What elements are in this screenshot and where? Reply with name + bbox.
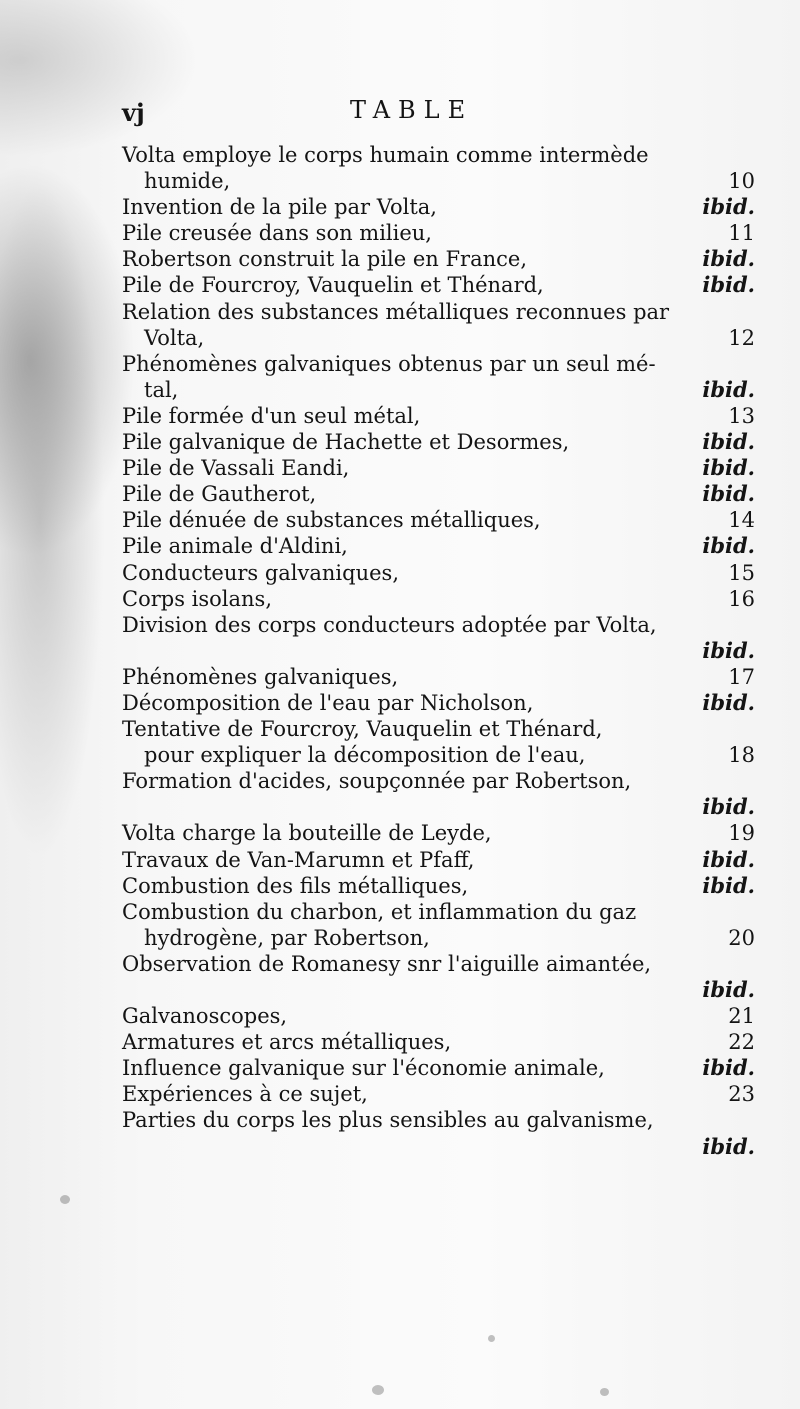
toc-entry-title: Conducteurs galvaniques, — [122, 560, 399, 585]
toc-entry-title: Pile de Vassali Eandi, — [122, 456, 350, 481]
toc-entry-continuation: pour expliquer la décomposition de l'eau, — [144, 743, 586, 768]
toc-entry-continuation: tal, — [144, 377, 179, 402]
toc-entry — [122, 507, 755, 533]
toc-entry — [122, 873, 755, 899]
toc-entry-page: 20 — [728, 925, 755, 950]
toc-entry — [122, 1003, 755, 1029]
toc-entry — [122, 899, 755, 951]
toc-entry-title: Décomposition de l'eau par Nicholson, — [122, 690, 534, 715]
toc-entry-page: 12 — [728, 325, 755, 350]
toc-entry-title: Pile formée d'un seul métal, — [122, 403, 421, 428]
toc-entry — [122, 1055, 755, 1081]
toc-entry — [122, 1081, 755, 1107]
toc-entry-page: 14 — [728, 508, 755, 533]
toc-entry-page: ibid. — [702, 794, 755, 820]
toc-entry — [122, 716, 755, 768]
toc-entry-title: Phénomènes galvaniques obtenus par un seul mé- — [122, 351, 656, 376]
toc-entry-page: 11 — [728, 221, 755, 246]
folio-number: vj — [122, 98, 145, 127]
toc-entry-page: 23 — [728, 1082, 755, 1107]
toc-entry — [122, 403, 755, 429]
toc-entry — [122, 533, 755, 559]
toc-entry-page: 22 — [728, 1030, 755, 1055]
toc-entry-title: Pile galvanique de Hachette et Desormes, — [122, 430, 570, 455]
toc-entry — [122, 429, 755, 455]
toc-entry-continuation — [122, 638, 755, 664]
toc-entry-page: 10 — [728, 169, 755, 194]
toc-entry — [122, 246, 755, 272]
toc-entry-title: Parties du corps les plus sensibles au galvanisme, — [122, 1108, 654, 1133]
toc-entry-page: ibid. — [702, 533, 755, 559]
toc-entry-continuation: humide, — [144, 169, 231, 194]
toc-entry-page: ibid. — [702, 1055, 755, 1081]
page-header — [120, 96, 750, 132]
toc-entry-title: Division des corps conducteurs adoptée par Volta, — [122, 612, 657, 637]
toc-entry — [122, 272, 755, 298]
toc-entry — [122, 612, 755, 664]
toc-entry-page: 17 — [728, 664, 755, 689]
toc-entry-title: Volta employe le corps humain comme intermède — [122, 143, 649, 167]
toc-entry — [122, 586, 755, 612]
toc-entry-continuation — [122, 977, 755, 1003]
toc-entry-page: 15 — [728, 560, 755, 585]
toc-entry-title: Expériences à ce sujet, — [122, 1082, 368, 1107]
toc-entry-title: Robertson construit la pile en France, — [122, 247, 527, 272]
toc-entry — [122, 768, 755, 820]
toc-entry — [122, 194, 755, 220]
toc-entry-page: ibid. — [702, 637, 755, 663]
paper-speck — [60, 1195, 70, 1204]
toc-entry — [122, 1029, 755, 1055]
toc-entry-continuation — [122, 1134, 755, 1160]
toc-entry-title: Formation d'acides, soupçonnée par Robertson, — [122, 769, 632, 794]
toc-entry-page: ibid. — [702, 846, 755, 872]
toc-entry-page: ibid. — [702, 455, 755, 481]
toc-entry-page: 13 — [728, 403, 755, 428]
toc-entry-title: Influence galvanique sur l'économie animale, — [122, 1056, 605, 1081]
toc-entry-title: Phénomènes galvaniques, — [122, 664, 399, 689]
toc-entry-title: Pile creusée dans son milieu, — [122, 221, 432, 246]
toc-entry-title: Galvanoscopes, — [122, 1004, 288, 1029]
toc-entry — [122, 951, 755, 1003]
toc-entry — [122, 690, 755, 716]
toc-entry-title: Pile de Fourcroy, Vauquelin et Thénard, — [122, 273, 544, 298]
toc-entry-page: ibid. — [702, 689, 755, 715]
toc-entry — [122, 820, 755, 846]
toc-entry-page: 21 — [728, 1004, 755, 1029]
toc-entry-title: Armatures et arcs métalliques, — [122, 1030, 452, 1055]
toc-entry-title: Combustion du charbon, et inflammation du gaz — [122, 899, 637, 924]
toc-entry-continuation: Volta, — [144, 325, 205, 350]
toc-entry-title: Observation de Romanesy snr l'aiguille aimantée, — [122, 951, 652, 976]
toc-entry — [122, 664, 755, 690]
toc-entry-title: Pile animale d'Aldini, — [122, 534, 348, 559]
toc-entry — [122, 847, 755, 873]
toc-entry-page: 16 — [728, 586, 755, 611]
toc-entry-page: ibid. — [702, 872, 755, 898]
toc-entry-continuation: hydrogène, par Robertson, — [144, 925, 430, 950]
toc-entry-page: ibid. — [702, 429, 755, 455]
toc-entry — [122, 560, 755, 586]
toc-entry-continuation — [122, 794, 755, 820]
toc-entry-title: Corps isolans, — [122, 586, 272, 611]
toc-entry-page: ibid. — [702, 481, 755, 507]
toc-entry — [122, 455, 755, 481]
toc-entry-page: ibid. — [702, 376, 755, 402]
toc-entry-page: 19 — [728, 821, 755, 846]
paper-speck — [600, 1388, 609, 1396]
toc-entry-title: Combustion des fils métalliques, — [122, 873, 469, 898]
paper-speck — [372, 1385, 384, 1395]
toc-entry-title: Pile de Gautherot, — [122, 482, 317, 507]
toc-entry-page: ibid. — [702, 1133, 755, 1159]
toc-entry-title: Volta charge la bouteille de Leyde, — [122, 821, 492, 846]
toc-entry-page: ibid. — [702, 977, 755, 1002]
toc-entry — [122, 220, 755, 246]
toc-entry-title: Tentative de Fourcroy, Vauquelin et Thénard, — [122, 717, 603, 742]
toc-entry-title: Relation des substances métalliques reconnues par — [122, 299, 670, 324]
table-of-contents — [122, 142, 755, 1160]
toc-entry-page: ibid. — [702, 194, 755, 220]
toc-entry-title: Invention de la pile par Volta, — [122, 195, 437, 220]
toc-entry — [122, 351, 755, 403]
toc-entry-page: ibid. — [702, 246, 755, 272]
toc-entry-title: Pile dénuée de substances métalliques, — [122, 508, 541, 533]
toc-entry — [122, 299, 755, 351]
toc-entry — [122, 481, 755, 507]
running-title: TABLE — [350, 96, 474, 124]
toc-entry — [122, 142, 755, 194]
toc-entry-title: Travaux de Van-Marumn et Pfaff, — [122, 847, 475, 872]
paper-speck — [488, 1335, 495, 1342]
toc-entry-page: 18 — [728, 743, 755, 768]
toc-entry-page: ibid. — [702, 272, 755, 298]
toc-entry — [122, 1107, 755, 1159]
